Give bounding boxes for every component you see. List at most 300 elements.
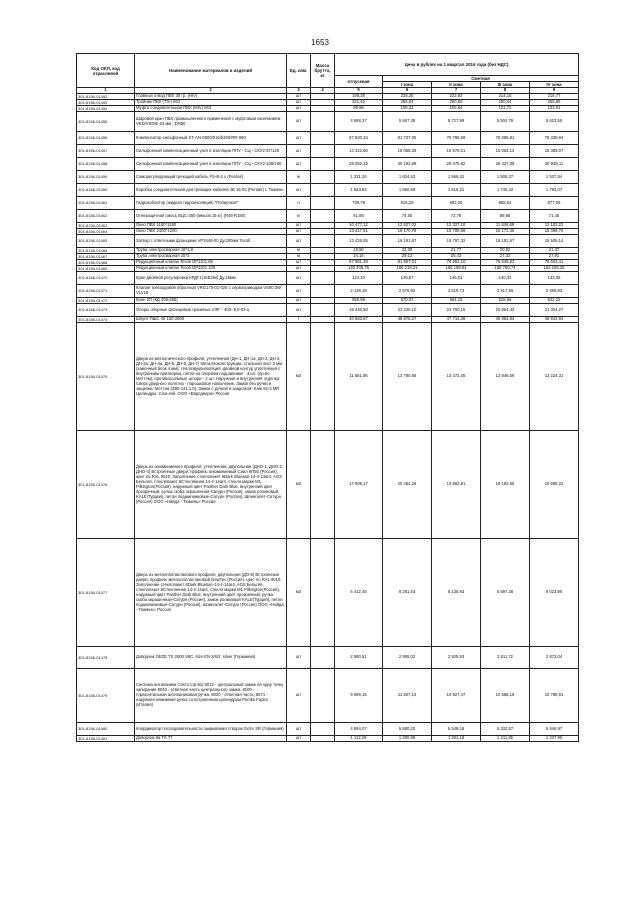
- item-unit: шт: [287, 669, 311, 723]
- item-release-price: 4 894,07: [335, 723, 383, 736]
- item-release-price: 61,88: [335, 210, 383, 223]
- item-zone-2-price: 260,60: [432, 100, 481, 106]
- item-unit: шт: [287, 272, 311, 285]
- item-zone-1-price: 74,55: [383, 210, 432, 223]
- item-code: 301-8156-01466: [77, 248, 135, 254]
- item-unit: шт: [287, 260, 311, 266]
- item-zone-1-price: 48 875,27: [383, 317, 432, 323]
- item-code: 301-8156-01461: [77, 197, 135, 210]
- item-release-price: 67 820,34: [335, 132, 383, 145]
- table-row: [77, 145, 579, 158]
- item-mass: [311, 272, 335, 285]
- item-unit: м: [287, 171, 311, 184]
- item-release-price: 18 440,50: [335, 304, 383, 317]
- item-name: Кран 2П (КД 409-265): [135, 298, 287, 304]
- table-row: [77, 723, 579, 736]
- item-zone-4-price: 6 023,90: [530, 539, 579, 647]
- item-code: 301-8156-01470: [77, 272, 135, 285]
- item-name: Компенсатор сильфонный ST-AN-0500/016/b200/RR-660: [135, 132, 287, 145]
- item-zone-1-price: 2 576,93: [383, 285, 432, 298]
- item-zone-1-price: 915,19: [383, 197, 432, 210]
- item-code: 301-8156-01452: [77, 94, 135, 100]
- item-unit: шт: [287, 223, 311, 229]
- item-release-price: 10 477,12: [335, 223, 383, 229]
- column-index: 7: [432, 88, 481, 94]
- item-zone-2-price: 10 927,47: [432, 669, 481, 723]
- item-zone-4-price: 71,45: [530, 210, 579, 223]
- item-mass: [311, 669, 335, 723]
- item-name: Окно ПВХ 2400*1200: [135, 229, 287, 235]
- item-release-price: 1 112,29: [335, 736, 383, 742]
- item-release-price: 13 417,51: [335, 229, 383, 235]
- item-release-price: 555,98: [335, 298, 383, 304]
- item-release-price: 25 052,25: [335, 158, 383, 171]
- item-zone-2-price: 19 962,91: [432, 431, 481, 539]
- item-zone-1-price: 5 680,20: [383, 723, 432, 736]
- item-zone-2-price: 79 795,59: [432, 132, 481, 145]
- item-zone-2-price: 28,43: [432, 254, 481, 260]
- item-zone-1-price: 22 228,10: [383, 304, 432, 317]
- item-zone-1-price: 12 627,02: [383, 223, 432, 229]
- item-unit: шт: [287, 235, 311, 248]
- item-unit: шт: [287, 266, 311, 272]
- item-zone-2-price: 21 700,15: [432, 304, 481, 317]
- header-price-group: Цена в рублях на 1 квартал 2016 года (без НДС): [335, 54, 579, 76]
- table-row: [77, 184, 579, 197]
- header-unit: Ед. изм.: [287, 54, 311, 88]
- item-zone-3-price: 15 064,13: [481, 145, 530, 158]
- item-mass: [311, 235, 335, 248]
- item-unit: м2: [287, 323, 311, 431]
- item-zone-1-price: 169 218,21: [383, 266, 432, 272]
- item-name: Система антипаники Сокто (пр-во) 8012 - центральный замок на одну точку запирания 8040 - ответная часть центрального замка, 8100 - горизонтальная антипаниковая ручка, 8020 - ответная часть, 8571 - наружная нажимная ручка со встроенным цилиндром Pemko Fapim (Италия): [135, 669, 287, 723]
- item-zone-3-price: 28 327,09: [481, 158, 530, 171]
- item-code: 301-8156-01457: [77, 145, 135, 158]
- item-code: 301-8156-01465: [77, 235, 135, 248]
- item-zone-4-price: 1 783,07: [530, 184, 579, 197]
- item-zone-1-price: 81 737,05: [383, 132, 432, 145]
- table-row: [77, 235, 579, 248]
- item-zone-2-price: 15 786,68: [432, 229, 481, 235]
- header-estimate: Сметная: [383, 76, 579, 82]
- table-row: [77, 272, 579, 285]
- item-zone-4-price: 28 938,11: [530, 158, 579, 171]
- item-zone-2-price: 5 727,99: [432, 112, 481, 132]
- header-mass: Масса брутто, кг: [311, 54, 335, 88]
- item-release-price: 4 668,37: [335, 112, 383, 132]
- item-zone-3-price: 1 745,42: [481, 184, 530, 197]
- item-zone-3-price: 15 181,67: [481, 235, 530, 248]
- item-zone-4-price: 143,35: [530, 272, 579, 285]
- item-zone-3-price: 250,44: [481, 100, 530, 106]
- item-zone-1-price: 22,30: [383, 248, 432, 254]
- header-code: Код ОКП, код отраслевой: [77, 54, 135, 88]
- header-name: Наименование материалов и изделий: [135, 54, 287, 88]
- item-zone-3-price: 214,15: [481, 94, 530, 100]
- item-zone-1-price: 11 267,13: [383, 669, 432, 723]
- item-zone-1-price: 228,25: [383, 94, 432, 100]
- column-index: 8: [481, 88, 530, 94]
- item-zone-2-price: 105,84: [432, 106, 481, 112]
- item-name: Окно ПВХ 1180*1180: [135, 223, 287, 229]
- item-release-price: 2 580,51: [335, 647, 383, 669]
- item-zone-1-price: 81 907,01: [383, 260, 432, 266]
- item-name: Опоры опорные фланцевые граненые СФГ - 400- 9,0-02-ц: [135, 304, 287, 317]
- item-zone-4-price: 15 509,14: [530, 235, 579, 248]
- item-name: Дверь из алюминиевого профиля, утепленная, двупольная (ДНО-1, ДНО-2, ДНО-4) Встроенные двери, профиль алюминиевый Сиал КП50 (Россия), цвет по RAL 9010. Заполнение стеклопакет 6Dark Bluesan-14-4-14ar4, AGS Бельгия, стеклопакет 6Стеклянная 14-4-14ar4, стекло марки М1 Pilkington(Россия), наружный цвет Panther Dark Blue, внутренний цвет прозрачный, ручка скоба окрашенная-Сатурн (Россия), замок роликовый KALE(Турция), петли подшипниковые-Сатурн (Россия), Шпингалет-Сатурн (Россия) ООО «Найда - Тюмень» Россия: [135, 431, 287, 539]
- item-release-price: 739,79: [335, 197, 383, 210]
- item-release-price: 40 563,87: [335, 317, 383, 323]
- item-release-price: 24,16: [335, 254, 383, 260]
- item-code: 301-8156-01478: [77, 647, 135, 669]
- item-name: Главный отвод ПВХ 30 гр. (HIV): [135, 94, 287, 100]
- header-zone-4: IV зона: [530, 82, 579, 88]
- item-name: Клапан трехходовой обратный VRG170-01-025 с сервоприводом VS00 3W VLV18: [135, 285, 287, 298]
- item-name: Саморегулирующий греющий кабель FS-B-2 x (Pentair): [135, 171, 287, 184]
- item-release-price: 124,10: [335, 272, 383, 285]
- item-zone-4-price: 46 843,94: [530, 317, 579, 323]
- item-zone-2-price: 1 816,21: [432, 184, 481, 197]
- table-row: [77, 171, 579, 184]
- table-row: [77, 285, 579, 298]
- item-zone-3-price: 1 211,95: [481, 736, 530, 742]
- item-zone-1-price: 29,12: [383, 254, 432, 260]
- item-name: Доводчик Ita TS 77: [135, 736, 287, 742]
- item-zone-2-price: 12 327,10: [432, 223, 481, 229]
- item-code: 301-8156-01474: [77, 317, 135, 323]
- table-row: [77, 736, 579, 742]
- item-release-price: 17 905,17: [335, 431, 383, 539]
- item-zone-3-price: 45 854,84: [481, 317, 530, 323]
- item-release-price: 189,38: [335, 94, 383, 100]
- item-zone-2-price: 654,15: [432, 298, 481, 304]
- item-zone-3-price: 858,54: [481, 197, 530, 210]
- item-release-price: 1 331,34: [335, 171, 383, 184]
- item-zone-1-price: 108,42: [383, 106, 432, 112]
- column-index: 1: [77, 88, 135, 94]
- item-mass: [311, 723, 335, 736]
- item-unit: м: [287, 248, 311, 254]
- item-zone-2-price: 13 472,45: [432, 323, 481, 431]
- item-zone-4-price: 13 224,31: [530, 323, 579, 431]
- item-name: Редукционный клапан Tecofi DP1101 100: [135, 266, 287, 272]
- table-row: [77, 647, 579, 669]
- item-name: Дверь из металлопластикового профиля, двупольная (ДО-5) Встроенные двери, профиль металлопластиковый NewTec (Россия), цвет по RAL 9010. Заполнение стеклопакет 6Dark Bluesan-14-4-14ar4, AGS Бельгия, стеклопакет 6Стеклянная 14-4-14ar4, стекло марки М1 Pilkington(Россия), наружный цвет Panther Dark Blue, внутренний цвет прозрачный, ручка скоба окрашенная-Сатурн (Россия), замок роликовый KALE(Турция), петли подшипниковые-Сатурн (Россия), Шпингалет-Сатурн (Россия) ООО «Найда - Тюмень» Россия: [135, 539, 287, 647]
- item-unit: шт: [287, 100, 311, 106]
- item-zone-3-price: 101,72: [481, 106, 530, 112]
- price-table: [76, 53, 579, 742]
- item-code: 301-8156-01458: [77, 158, 135, 171]
- item-zone-4-price: 1 537,84: [530, 171, 579, 184]
- column-index: 2: [135, 88, 287, 94]
- item-zone-3-price: 12 946,56: [481, 323, 530, 431]
- item-mass: [311, 431, 335, 539]
- item-unit: шт: [287, 229, 311, 235]
- item-zone-3-price: 1 505,37: [481, 171, 530, 184]
- item-unit: м2: [287, 539, 311, 647]
- item-mass: [311, 132, 335, 145]
- item-zone-3-price: 20 854,43: [481, 304, 530, 317]
- item-zone-1-price: 266,84: [383, 100, 432, 106]
- item-name: Двери из металлического профиля, утепленная (ДН-1, ДН-1а, ДН-2, ДН-3, ДН-3а, ДН-4а, ДН-5, ДН-6, ДН-7) Металлоконструкции: стальной лист 2 мм (замочный блок 4 мм); теплозвукоизоляция: двойной контур уплотнения с внутренним притвором, петли на опорном подшипнике - 3 шт. (пр-во Меттэм); противосъемные штыри - 2 шт. Наружная и внутренняя отделка: Сверх дверного полотна - порошковое напыление. Замок без ручки и защелки: Меттэм (ЗВ8 141.1.0). Замок с ручкой и защелкой: Kale 52-3 MR Цилиндры: Cisa-Asil. ООО «Евродвери» Россия: [135, 323, 287, 431]
- item-zone-2-price: 146,01: [432, 272, 481, 285]
- item-zone-3-price: 5 897,38: [481, 539, 530, 647]
- item-code: 301-8156-01481: [77, 736, 135, 742]
- item-code: 301-8156-01462: [77, 210, 135, 223]
- item-zone-2-price: 79 962,10: [432, 260, 481, 266]
- item-zone-3-price: 76 685,81: [481, 132, 530, 145]
- item-unit: шт: [287, 736, 311, 742]
- item-zone-1-price: 1 604,53: [383, 171, 432, 184]
- item-zone-3-price: 76 645,83: [481, 260, 530, 266]
- item-unit: шт: [287, 647, 311, 669]
- item-zone-4-price: 2 469,83: [530, 285, 579, 298]
- header-zone-2: II зона: [432, 82, 481, 88]
- price-table-wrapper: [76, 53, 578, 742]
- column-index: 6: [383, 88, 432, 94]
- item-zone-2-price: 222,83: [432, 94, 481, 100]
- table-row: [77, 304, 579, 317]
- table-row: [77, 539, 579, 647]
- item-name: Гидрозобоитор (жидкая гидроизоляция) "Полирэкол": [135, 197, 287, 210]
- item-zone-3-price: 5 332,57: [481, 723, 530, 736]
- item-code: 301-8156-01477: [77, 539, 135, 647]
- table-row: [77, 431, 579, 539]
- item-zone-2-price: 29 475,82: [432, 158, 481, 171]
- item-mass: [311, 171, 335, 184]
- column-index: 9: [530, 88, 579, 94]
- item-name: Редукционный клапан Tecofi DP1101 65: [135, 260, 287, 266]
- item-zone-3-price: 158 760,74: [481, 266, 530, 272]
- item-name: Труба электросварная 18*1,8: [135, 248, 287, 254]
- item-release-price: 18,50: [335, 248, 383, 254]
- header-zone-3: III зона: [481, 82, 530, 88]
- item-code: 301-8156-01464: [77, 229, 135, 235]
- item-zone-3-price: 5 504,76: [481, 112, 530, 132]
- item-zone-4-price: 21,37: [530, 248, 579, 254]
- item-zone-2-price: 21,77: [432, 248, 481, 254]
- item-code: 301-8156-01473: [77, 304, 135, 317]
- column-index: 3: [287, 88, 311, 94]
- item-unit: шт: [287, 304, 311, 317]
- item-code: 301-8156-01456: [77, 132, 135, 145]
- header-zone-1: I зона: [383, 82, 432, 88]
- item-unit: м2: [287, 431, 311, 539]
- item-zone-2-price: 47 714,38: [432, 317, 481, 323]
- item-zone-2-price: 2 925,93: [432, 647, 481, 669]
- item-release-price: 2 138,18: [335, 285, 383, 298]
- item-code: 301-8156-01469: [77, 266, 135, 272]
- item-code: 301-8156-01476: [77, 431, 135, 539]
- item-zone-1-price: 5 667,36: [383, 112, 432, 132]
- item-unit: шт: [287, 112, 311, 132]
- item-code: 301-8156-01463: [77, 223, 135, 229]
- item-zone-4-price: 5 623,50: [530, 112, 579, 132]
- item-zone-1-price: 20 454,26: [383, 431, 432, 539]
- item-unit: шт: [287, 94, 311, 100]
- item-code: 301-8156-01467: [77, 254, 135, 260]
- item-code: 301-8156-01460: [77, 184, 135, 197]
- item-release-price: 89,96: [335, 106, 383, 112]
- item-release-price: 221,42: [335, 100, 383, 106]
- item-zone-1-price: 13 780,56: [383, 323, 432, 431]
- item-zone-4-price: 10 796,81: [530, 669, 579, 723]
- item-name: Тройник ПВХ (TIV) 063: [135, 100, 287, 106]
- item-zone-1-price: 670,07: [383, 298, 432, 304]
- item-mass: [311, 158, 335, 171]
- item-code: 301-8156-01479: [77, 669, 135, 723]
- item-name: Муфта соединительная ПВХ (MIV) 063: [135, 106, 287, 112]
- table-row: [77, 669, 579, 723]
- item-release-price: 67 961,38: [335, 260, 383, 266]
- item-name: Коробка соединительная для греющих кабелей JB 16-02 (Pentair) г. Тюмень: [135, 184, 287, 197]
- item-zone-3-price: 19 183,66: [481, 431, 530, 539]
- item-zone-2-price: 1 261,18: [432, 736, 481, 742]
- item-code: 301-8156-01471: [77, 285, 135, 298]
- item-unit: шт: [287, 106, 311, 112]
- item-name: Огнезащитная смесь ВЦС-350 (мешок 15 кг) (R45-R180): [135, 210, 287, 223]
- item-zone-2-price: 15 797,32: [432, 235, 481, 248]
- item-zone-1-price: 30 192,98: [383, 158, 432, 171]
- item-zone-4-price: 15 389,07: [530, 145, 579, 158]
- item-zone-4-price: 5 446,97: [530, 723, 579, 736]
- item-zone-1-price: 2 995,02: [383, 647, 432, 669]
- item-mass: [311, 285, 335, 298]
- item-zone-4-price: 877,06: [530, 197, 579, 210]
- item-zone-4-price: 103,91: [530, 106, 579, 112]
- table-row: [77, 210, 579, 223]
- item-zone-4-price: 162 185,25: [530, 266, 579, 272]
- item-unit: шт: [287, 723, 311, 736]
- item-code: 301-8156-01453: [77, 100, 135, 106]
- column-index: 4: [311, 88, 335, 94]
- item-unit: шт: [287, 298, 311, 304]
- item-code: 301-8156-01468: [77, 260, 135, 266]
- item-mass: [311, 112, 335, 132]
- table-row: [77, 197, 579, 210]
- item-name: Доводчик GEZE TS 2000 V8C, size EN 2/6/2, silver (Германия): [135, 647, 287, 669]
- item-zone-4-price: 27,91: [530, 254, 579, 260]
- item-unit: шт: [287, 132, 311, 145]
- table-row: [77, 158, 579, 171]
- item-mass: [311, 647, 335, 669]
- page-number: 1653: [311, 38, 329, 47]
- item-zone-1-price: 6 281,53: [383, 539, 432, 647]
- table-row: [77, 323, 579, 431]
- item-unit: шт: [287, 285, 311, 298]
- item-zone-2-price: 15 675,01: [432, 145, 481, 158]
- item-unit: т: [287, 317, 311, 323]
- item-code: 301-8156-01475: [77, 323, 135, 431]
- item-zone-3-price: 15 171,45: [481, 229, 530, 235]
- item-zone-2-price: 2 515,73: [432, 285, 481, 298]
- item-zone-1-price: 1 860,59: [383, 184, 432, 197]
- item-mass: [311, 304, 335, 317]
- item-zone-2-price: 693,36: [432, 197, 481, 210]
- column-index: 5: [335, 88, 383, 94]
- item-zone-3-price: 20,92: [481, 248, 530, 254]
- table-row: [77, 132, 579, 145]
- item-zone-3-price: 140,32: [481, 272, 530, 285]
- item-unit: м: [287, 254, 311, 260]
- item-code: 301-8156-01455: [77, 112, 135, 132]
- item-code: 301-8156-01454: [77, 106, 135, 112]
- item-zone-2-price: 1 566,42: [432, 171, 481, 184]
- item-zone-4-price: 78 339,94: [530, 132, 579, 145]
- item-mass: [311, 210, 335, 223]
- item-unit: кг: [287, 210, 311, 223]
- item-name: Шпунт ПШС 40 150-2600: [135, 317, 287, 323]
- item-mass: [311, 539, 335, 647]
- item-zone-3-price: 11 846,69: [481, 223, 530, 229]
- item-name: Шаровой кран ПВХ промышленного применения с муфтовым окончанием VKD/VKDIE 63 мм , DN50: [135, 112, 287, 132]
- item-unit: шт: [287, 158, 311, 171]
- item-zone-1-price: 149,57: [383, 272, 432, 285]
- item-mass: [311, 197, 335, 210]
- item-release-price: 140 406,76: [335, 266, 383, 272]
- table-body: [77, 94, 579, 742]
- item-release-price: 1 543,84: [335, 184, 383, 197]
- item-release-price: 13 426,55: [335, 235, 383, 248]
- item-zone-1-price: 16 181,67: [383, 235, 432, 248]
- item-name: Координатор последовательности закрывания створок Geze SR (Германия): [135, 723, 287, 736]
- item-zone-2-price: 5 549,18: [432, 723, 481, 736]
- item-release-price: 11 881,95: [335, 323, 383, 431]
- item-mass: [311, 736, 335, 742]
- item-zone-4-price: 12 102,22: [530, 223, 579, 229]
- item-zone-4-price: 255,85: [530, 100, 579, 106]
- item-release-price: 9 699,15: [335, 669, 383, 723]
- item-zone-3-price: 2 417,66: [481, 285, 530, 298]
- item-release-price: 13 322,60: [335, 145, 383, 158]
- item-unit: шт: [287, 145, 311, 158]
- header-release: отпускная: [335, 76, 383, 88]
- item-zone-1-price: 1 290,98: [383, 736, 432, 742]
- item-name: Сильфонный компенсационный узел в изоляции ППУ - СЦ - СКУ2-108/180: [135, 158, 287, 171]
- item-zone-3-price: 27,32: [481, 254, 530, 260]
- item-mass: [311, 145, 335, 158]
- item-unit: л: [287, 197, 311, 210]
- item-mass: [311, 323, 335, 431]
- item-zone-2-price: 72,78: [432, 210, 481, 223]
- item-zone-3-price: 10 568,19: [481, 669, 530, 723]
- item-zone-1-price: 16 056,39: [383, 145, 432, 158]
- table-row: [77, 112, 579, 132]
- item-name: Кран двойной регулировки КРДГ1(15E25к) Ду.15мм: [135, 272, 287, 285]
- item-unit: шт: [287, 184, 311, 197]
- item-zone-2-price: 165 199,84: [432, 266, 481, 272]
- item-code: 301-8156-01459: [77, 171, 135, 184]
- item-zone-4-price: 642,22: [530, 298, 579, 304]
- item-zone-4-price: 21 304,27: [530, 304, 579, 317]
- item-zone-1-price: 16 170,78: [383, 229, 432, 235]
- item-zone-4-price: 78 503,41: [530, 260, 579, 266]
- item-zone-4-price: 19 595,22: [530, 431, 579, 539]
- item-code: 301-8156-01480: [77, 723, 135, 736]
- item-zone-3-price: 69,95: [481, 210, 530, 223]
- item-zone-4-price: 2 872,04: [530, 647, 579, 669]
- item-zone-4-price: 1 237,95: [530, 736, 579, 742]
- item-zone-3-price: 2 811,72: [481, 647, 530, 669]
- item-zone-4-price: 15 498,70: [530, 229, 579, 235]
- item-name: Затвор с ответными фланцами VP3448-00 Ду.200мм Tecofi: [135, 235, 287, 248]
- item-name: Сильфонный компенсационный узел в изоляции ППУ - СЦ - СКУ2-57/125: [135, 145, 287, 158]
- item-code: 301-8156-01472: [77, 298, 135, 304]
- item-name: Труба электросварная 25*2: [135, 254, 287, 260]
- item-release-price: 5 412,45: [335, 539, 383, 647]
- item-zone-2-price: 6 136,93: [432, 539, 481, 647]
- item-zone-3-price: 628,66: [481, 298, 530, 304]
